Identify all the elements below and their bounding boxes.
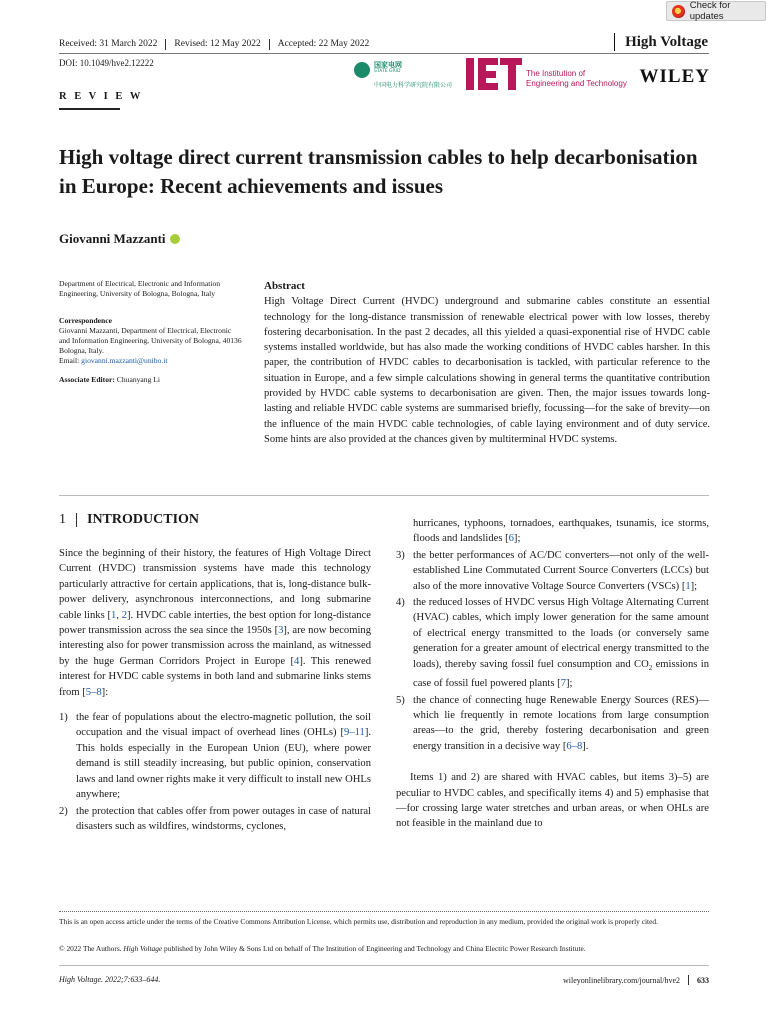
article-title: High voltage direct current transmission cables to help decarbonisation in Europe: Recent achievements and issues	[59, 145, 698, 198]
iet-name	[526, 69, 627, 89]
associate-editor-name: Chuanyang Li	[116, 375, 161, 384]
email-link[interactable]: giovanni.mazzanti@unibo.it	[81, 356, 168, 365]
list-item-continued: hurricanes, typhoons, tornadoes, earthquakes, tsunamis, ice storms, floods and landslides [6];	[413, 518, 709, 545]
associate-editor	[59, 375, 242, 385]
copyright-note: © 2022 The Authors. High Voltage published by John Wiley & Sons Ltd on behalf of The Institution of Engineering and Technology and China Electric Power Research Institute.	[59, 944, 586, 953]
ref-link[interactable]: 4	[294, 655, 300, 667]
article-type-rule	[59, 108, 120, 110]
abstract-text: High Voltage Direct Current (HVDC) underground and submarine cables constitute an essential technology for the long-distance transmission of renewable electrical power with low losses, thereby fostering decarbonisation. In the past 2 decades, all this yielded a quasi-exponential rise of HVDC cable systems installed worldwide, but has also made the working conditions of HVDC cables harsher. In this paper, the contribution of HVDC cables to decarbonisation is tackled, with particular reference to the situation in Europe, and a few simple calculations showing in general terms the quantitative contribution provided by HVDC cable systems to decarbonisation are given. Then, the major issues towards long-lasting and reliable HVDC cable systems are summarised briefly, focussing—for the sake of brevity—on the influence of the main HVDC cable technologies, of cable laying environment and of duty service. Some hints are also provided at the chances given by multiterminal HVDC systems.	[264, 296, 710, 445]
abstract-heading: Abstract	[264, 280, 305, 292]
ref-link[interactable]: 1	[111, 609, 117, 621]
ref-link[interactable]: 1	[685, 580, 691, 592]
email-line	[59, 356, 242, 366]
ref-link[interactable]: 5–8	[85, 686, 102, 698]
ref-link[interactable]: 6	[508, 533, 514, 545]
list-item: 5) the chance of connecting huge Renewable Energy Sources (RES)—which lie frequently in remote locations from large consumption areas—to the grid, thereby fostering decarbonisation and green energy transition in a decisive way [6–8].	[396, 694, 709, 752]
intro-paragraph: Since the beginning of their history, the features of High Voltage Direct Current (HVDC) transmission systems have made this technology particularly attractive for certain applications, that is, long-distance bulk-power delivery, asynchronous interconnections, and long submarine cable links [1, 2]. HVDC cable interties, the best option for long-distance power transmission across the sea since the 1950s [3], are now becoming interesting also for power transmission across the mainland, as witnessed by the huge German Corridors Project in Europe [4]. This renewed interest for HVDC cable systems in both land and submarine links stems from [5–8]:	[59, 548, 371, 698]
author-name[interactable]: Giovanni Mazzanti	[59, 231, 166, 246]
date-separator	[269, 39, 270, 50]
ref-link[interactable]: 7	[560, 678, 566, 690]
journal-header	[614, 33, 708, 51]
author-line	[59, 231, 180, 247]
state-grid-emblem-icon	[354, 62, 370, 78]
page-number: 633	[697, 975, 709, 985]
publisher-logos	[354, 58, 710, 94]
check-for-updates-button[interactable]	[666, 1, 766, 21]
footer-divider	[688, 975, 689, 985]
abstract-rule	[59, 495, 709, 496]
check-for-updates-label: Check for updates	[689, 0, 731, 22]
received-date: Received: 31 March 2022	[59, 39, 158, 49]
iet-logo	[466, 58, 522, 90]
doi[interactable]: DOI: 10.1049/hve2.12222	[59, 58, 154, 68]
crossmark-icon	[672, 5, 685, 18]
cepri-name: 中国电力科学研究院有限公司	[374, 82, 453, 89]
state-grid-logo	[354, 60, 466, 90]
revised-date: Revised: 12 May 2022	[174, 39, 261, 49]
associate-editor-label: Associate Editor:	[59, 375, 115, 384]
list-item: 4) the reduced losses of HVDC versus High Voltage Alternating Current (HVAC) cables, which imply lower generation for the same amount of electrical energy transmitted to the loads (or conversely same generation for a greater amount of electrical energy transmitted to the loads), thereby saving fossil fuel consumption and $CO_2$ emissions in case of fossil fuel powered plants [7];	[396, 597, 709, 690]
email-label: Email:	[59, 356, 80, 365]
iet-name-line2: Engineering and Technology	[526, 79, 627, 88]
section-divider	[76, 513, 77, 527]
list-item: 3) the better performances of AC/DC converters—not only of the well-established Line Commutated Current Source Converters (LCCs) but also of the more innovative Voltage Source Converters (VSCs) [1];	[396, 549, 709, 592]
article-dates	[59, 39, 369, 50]
section-heading	[59, 512, 199, 528]
body-paragraph: Items 1) and 2) are shared with HVAC cables, but items 3)–5) are peculiar to HVDC cables, and specifically items 4) and 5) emphasise that—for crossing large water stretches and urban areas, or when OHLs are not feasible in the mainland due to	[396, 772, 709, 830]
license-note: This is an open access article under the terms of the Creative Commons Attribution License, which permits use, distribution and reproduction in any medium, provided the original work is properly cited.	[59, 917, 658, 926]
article-type: R E V I E W	[59, 91, 143, 102]
header-rule	[59, 53, 709, 54]
body-column-right	[396, 516, 709, 842]
ref-link[interactable]: 3	[278, 625, 284, 637]
footer-rule	[59, 965, 709, 966]
ref-link[interactable]: 9–11	[344, 727, 365, 739]
wiley-logo: WILEY	[639, 66, 710, 87]
state-grid-english: STATE GRID	[374, 69, 401, 74]
section-number: 1	[59, 512, 66, 527]
accepted-date: Accepted: 22 May 2022	[277, 39, 370, 49]
body-column-left	[59, 546, 371, 835]
footnote-rule	[59, 911, 709, 912]
journal-name[interactable]: High Voltage	[625, 33, 708, 50]
date-separator	[165, 39, 166, 50]
footer-right	[563, 975, 709, 985]
reasons-list	[59, 710, 371, 834]
iet-name-line1: The Institution of	[526, 69, 586, 78]
ref-link[interactable]: 2	[121, 609, 128, 621]
journal-header-divider	[614, 33, 615, 51]
state-grid-name: 国家电网	[374, 61, 402, 69]
list-item: 1) the fear of populations about the electro-magnetic pollution, the soil occupation and the visual impact of overhead lines (OHLs) [9–11]. This holds especially in the European Union (EU), where power demand is still steadily increasing, but public opinion, conservation laws and land owner rights make it very difficult to install new OHLs anywhere;	[59, 712, 371, 801]
reasons-list-continued	[396, 548, 709, 754]
orcid-icon[interactable]	[170, 234, 180, 244]
ref-link[interactable]: 6–8	[566, 740, 583, 752]
list-item: 2) the protection that cables offer from power outages in case of natural disasters such as wildfires, windstorms, cyclones,	[59, 805, 371, 832]
abstract	[264, 279, 710, 447]
page-footer	[59, 975, 709, 985]
affiliation-column	[59, 279, 242, 385]
section-title: INTRODUCTION	[87, 512, 200, 527]
citation: High Voltage. 2022;7:633–644.	[59, 975, 161, 984]
correspondence-heading: Correspondence	[59, 316, 113, 325]
journal-url[interactable]: wileyonlinelibrary.com/journal/hve2	[562, 975, 680, 985]
affiliation: Department of Electrical, Electronic and Information Engineering, University of Bologna, Bologna, Italy	[59, 279, 221, 298]
correspondence-text: Giovanni Mazzanti, Department of Electrical, Electronic and Information Engineering, University of Bologna, 40136 Bologna, Italy.	[59, 326, 242, 355]
